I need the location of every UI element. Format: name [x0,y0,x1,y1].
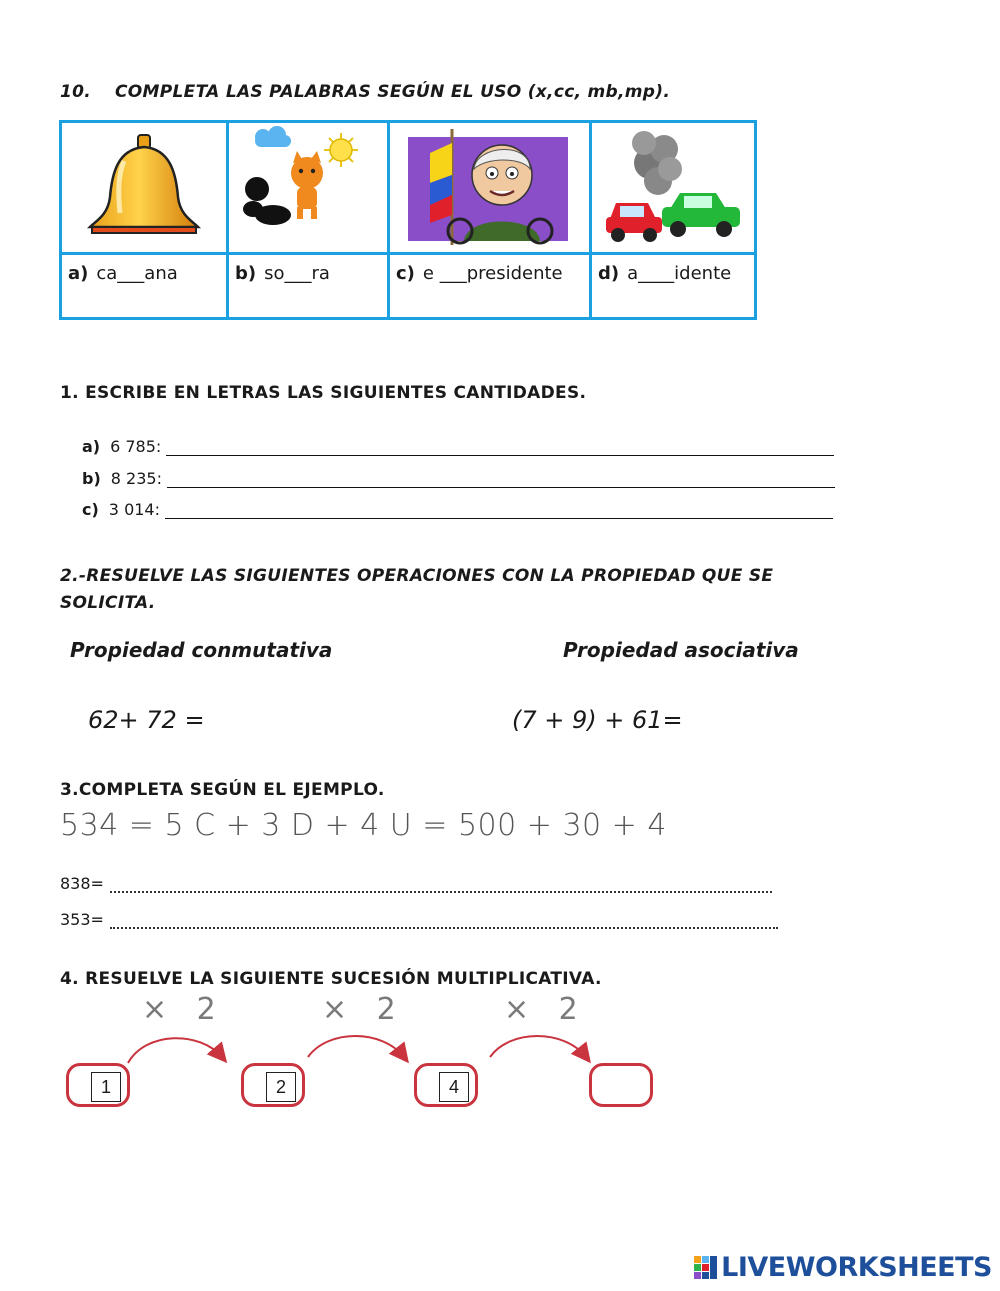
logo-text: LIVEWORKSHEETS [721,1252,992,1283]
section-4-title: 4. RESUELVE LA SIGUIENTE SUCESIÓN MULTIPLICATIVA. [60,969,602,989]
amount-letter: c) [82,500,99,519]
answer-line[interactable] [166,441,834,456]
commutative-expression: 62+ 72 = [88,706,205,734]
section-10-heading [60,82,670,102]
sequence-box-3 [414,1063,478,1107]
amount-value: 3 014: [108,500,160,519]
sequence-answer-box[interactable] [589,1063,653,1107]
answer-dotted-line[interactable] [110,917,778,929]
amount-row-c [82,500,833,519]
liveworksheets-logo[interactable] [694,1252,992,1283]
multiply-label-3: × 2 [504,992,588,1027]
table-cell-b [229,123,390,317]
table-cell-d [592,123,754,317]
answer-line[interactable] [165,504,833,519]
section-10-number: 10. [60,82,92,102]
shadow-sun-icon [229,123,387,252]
associative-property-label: Propiedad asociativa [563,638,799,662]
sequence-box-1 [66,1063,130,1107]
decomposition-number: 353= [60,910,104,929]
word-item-c [390,255,589,317]
amount-letter: b) [82,469,101,488]
amount-value: 6 785: [110,437,162,456]
item-letter: c) [396,263,415,284]
sequence-arrows [60,1025,680,1075]
ex-president-cartoon [390,123,589,252]
logo-icon [694,1256,718,1280]
section-2-title: 2.-RESUELVE LAS SIGUIENTES OPERACIONES CON LA PROPIEDAD QUE SE SOLICITA. [60,566,774,613]
word-item-b [229,255,387,317]
word-picture-table [59,120,757,320]
decomposition-number: 838= [60,874,104,893]
item-word: a____idente [627,263,732,284]
answer-dotted-line[interactable] [110,881,772,893]
amount-row-a [82,437,834,456]
item-word: e ___presidente [422,263,563,284]
item-letter: b) [235,263,257,284]
commutative-property-label: Propiedad conmutativa [70,638,333,662]
section-10-title: COMPLETA LAS PALABRAS SEGÚN EL USO (x,cc, mb,mp). [115,82,671,102]
sequence-value: 4 [439,1072,469,1102]
car-accident-icon [592,123,754,252]
sequence-value: 1 [91,1072,121,1102]
decomposition-row [60,910,778,929]
section-3-title: 3.COMPLETA SEGÚN EL EJEMPLO. [60,780,385,800]
word-item-d [592,255,754,317]
decomposition-row [60,874,772,893]
section-1-title: 1. ESCRIBE EN LETRAS LAS SIGUIENTES CANTIDADES. [60,383,587,403]
item-letter: d) [598,263,620,284]
table-cell-c [390,123,592,317]
item-word: ca___ana [96,263,178,284]
arrow-2 [308,1036,404,1057]
arrow-3 [490,1036,586,1057]
item-letter: a) [68,263,89,284]
item-word: so___ra [264,263,330,284]
multiply-label-2: × 2 [322,992,406,1027]
word-item-a [62,255,226,317]
amount-value: 8 235: [110,469,162,488]
decomposition-example: 534 = 5 C + 3 D + 4 U = 500 + 30 + 4 [60,808,667,843]
table-cell-a [62,123,229,317]
arrow-1 [128,1038,222,1063]
sequence-value: 2 [266,1072,296,1102]
associative-expression: (7 + 9) + 61= [512,706,683,734]
amount-row-b [82,469,835,488]
bell-icon [62,123,226,252]
amount-letter: a) [82,437,101,456]
sequence-box-2 [241,1063,305,1107]
multiply-label-1: × 2 [142,992,226,1027]
answer-line[interactable] [167,473,835,488]
